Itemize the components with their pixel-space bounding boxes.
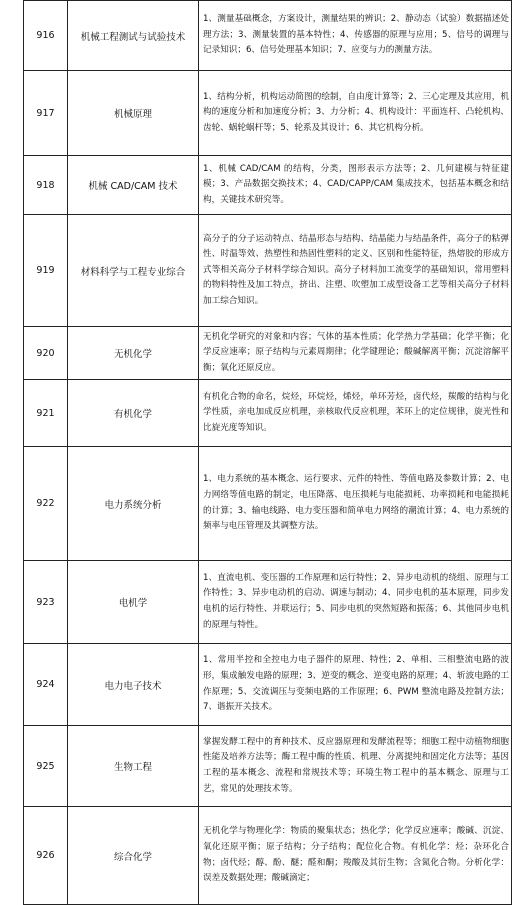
course-code: 916 — [24, 1, 68, 71]
course-name: 机械工程测试与试验技术 — [68, 1, 199, 71]
course-content: 1、测量基础概念，方案设计，测量结果的辨识；2、静动态（试验）数据描述处理方法；3、测量装置的基本特性；4、传感器的原理与应用；5、信号的调理与记录知识；6、信号处理基本知识；7、应变与力的测量方法。 — [199, 1, 512, 71]
table-row — [24, 726, 512, 807]
course-code: 918 — [24, 156, 68, 215]
course-content: 掌握发酵工程中的育种技术、反应器原理和发酵流程等；细胞工程中动植物细胞性能及培养方法等；酶工程中酶的性质、机理、分离提纯和固定化方法等；基因工程的基本概念、流程和常规技术等；环境生物工程中的基本概念、原理与工艺，常见的处理技术等。 — [199, 726, 512, 807]
table-row — [24, 71, 512, 156]
course-name: 电力系统分析 — [68, 447, 199, 561]
table-row — [24, 156, 512, 215]
course-code: 923 — [24, 561, 68, 644]
course-code: 926 — [24, 807, 68, 905]
course-code: 925 — [24, 726, 68, 807]
course-code: 921 — [24, 380, 68, 447]
course-name: 综合化学 — [68, 807, 199, 905]
course-name: 生物工程 — [68, 726, 199, 807]
course-content: 1、结构分析，机构运动简图的绘制，自由度计算等；2、三心定理及其应用，机构的速度分析和加速度分析；3、力分析；4、机构设计：平面连杆、凸轮机构、齿轮、蜗轮蜗杆等；5、轮系及其设计；6、其它机构分析。 — [199, 71, 512, 156]
table-row — [24, 644, 512, 726]
syllabus-table — [23, 0, 512, 905]
course-name: 材料科学与工程专业综合 — [68, 215, 199, 327]
course-code: 920 — [24, 327, 68, 380]
course-content: 有机化合物的命名，烷烃，环烷烃，烯烃，单环芳烃，卤代烃，羰酸的结构与化学性质，亲电加成反应机理，亲核取代反应机理，苯环上的定位规律，旋光性和比旋光度等知识。 — [199, 380, 512, 447]
course-content: 1、电力系统的基本概念、运行要求、元件的特性、等值电路及参数计算；2、电力网络等值电路的制定，电压降落、电压损耗与电能损耗、功率损耗和电能损耗的计算；3、输电线路、电力变压器和简单电力网络的潮流计算；4、电力系统的频率与电压管理及其调整方法。 — [199, 447, 512, 561]
table-row — [24, 215, 512, 327]
course-name: 有机化学 — [68, 380, 199, 447]
table-row — [24, 807, 512, 905]
course-name: 无机化学 — [68, 327, 199, 380]
course-code: 924 — [24, 644, 68, 726]
course-code: 922 — [24, 447, 68, 561]
table-row — [24, 380, 512, 447]
table-row — [24, 1, 512, 71]
course-content: 无机化学与物理化学：物质的聚集状态；热化学；化学反应速率；酸碱、沉淀、氧化还原平衡；原子结构；分子结构；配位化合物。有机化学：烃；杂环化合物；卤代烃；醇、酚、醚；醛和酮；羧酸及其衍生物；含氮化合物。分析化学：误差及数据处理；酸碱滴定； — [199, 807, 512, 905]
table-row — [24, 327, 512, 380]
syllabus-table-page — [23, 0, 512, 905]
course-content: 高分子的分子运动特点、结晶形态与结构、结晶能力与结晶条件，高分子的粘弹性、时温等效、热塑性和热固性塑料的定义、区别和性能特征，热熔胶的形成方式等相关高分子材料学综合知识。高分子材料加工流变学的基础知识，常用塑料的物料特性及加工特点，挤出、注塑、吹塑加工成型设备工艺等相关高分子材料加工综合知识。 — [199, 215, 512, 327]
course-content: 1、直流电机、变压器的工作原理和运行特性；2、异步电动机的绕组、原理与工作特性；3、异步电动机的启动、调速与制动；4、同步电机的基本原理，同步发电机的运行特性、并联运行；5、同步电机的突然短路和振荡；6、其他同步电机的原理与特性。 — [199, 561, 512, 644]
course-code: 919 — [24, 215, 68, 327]
course-content: 1、机械 CAD/CAM 的结构，分类，图形表示方法等；2、几何建模与特征建模；3、产品数据交换技术；4、CAD/CAPP/CAM 集成技术，包括基本概念和结构，关键技术研究等。 — [199, 156, 512, 215]
course-content: 无机化学研究的对象和内容；气体的基本性质；化学热力学基础；化学平衡；化学反应速率；原子结构与元素周期律；化学键理论；酸碱解离平衡；沉淀溶解平衡；氧化还原反应。 — [199, 327, 512, 380]
course-name: 机械 CAD/CAM 技术 — [68, 156, 199, 215]
course-code: 917 — [24, 71, 68, 156]
course-name: 电力电子技术 — [68, 644, 199, 726]
course-content: 1、常用半控和全控电力电子器件的原理、特性；2、单相、三相整流电路的波形，集成触发电路的原理；3、逆变的概念、逆变电路的原理；4、斩波电路的工作原理；5、交流调压与变频电路的工作原理；6、PWM 整流电路及控制方法；7、谐振开关技术。 — [199, 644, 512, 726]
course-name: 机械原理 — [68, 71, 199, 156]
table-row — [24, 561, 512, 644]
course-name: 电机学 — [68, 561, 199, 644]
table-row — [24, 447, 512, 561]
